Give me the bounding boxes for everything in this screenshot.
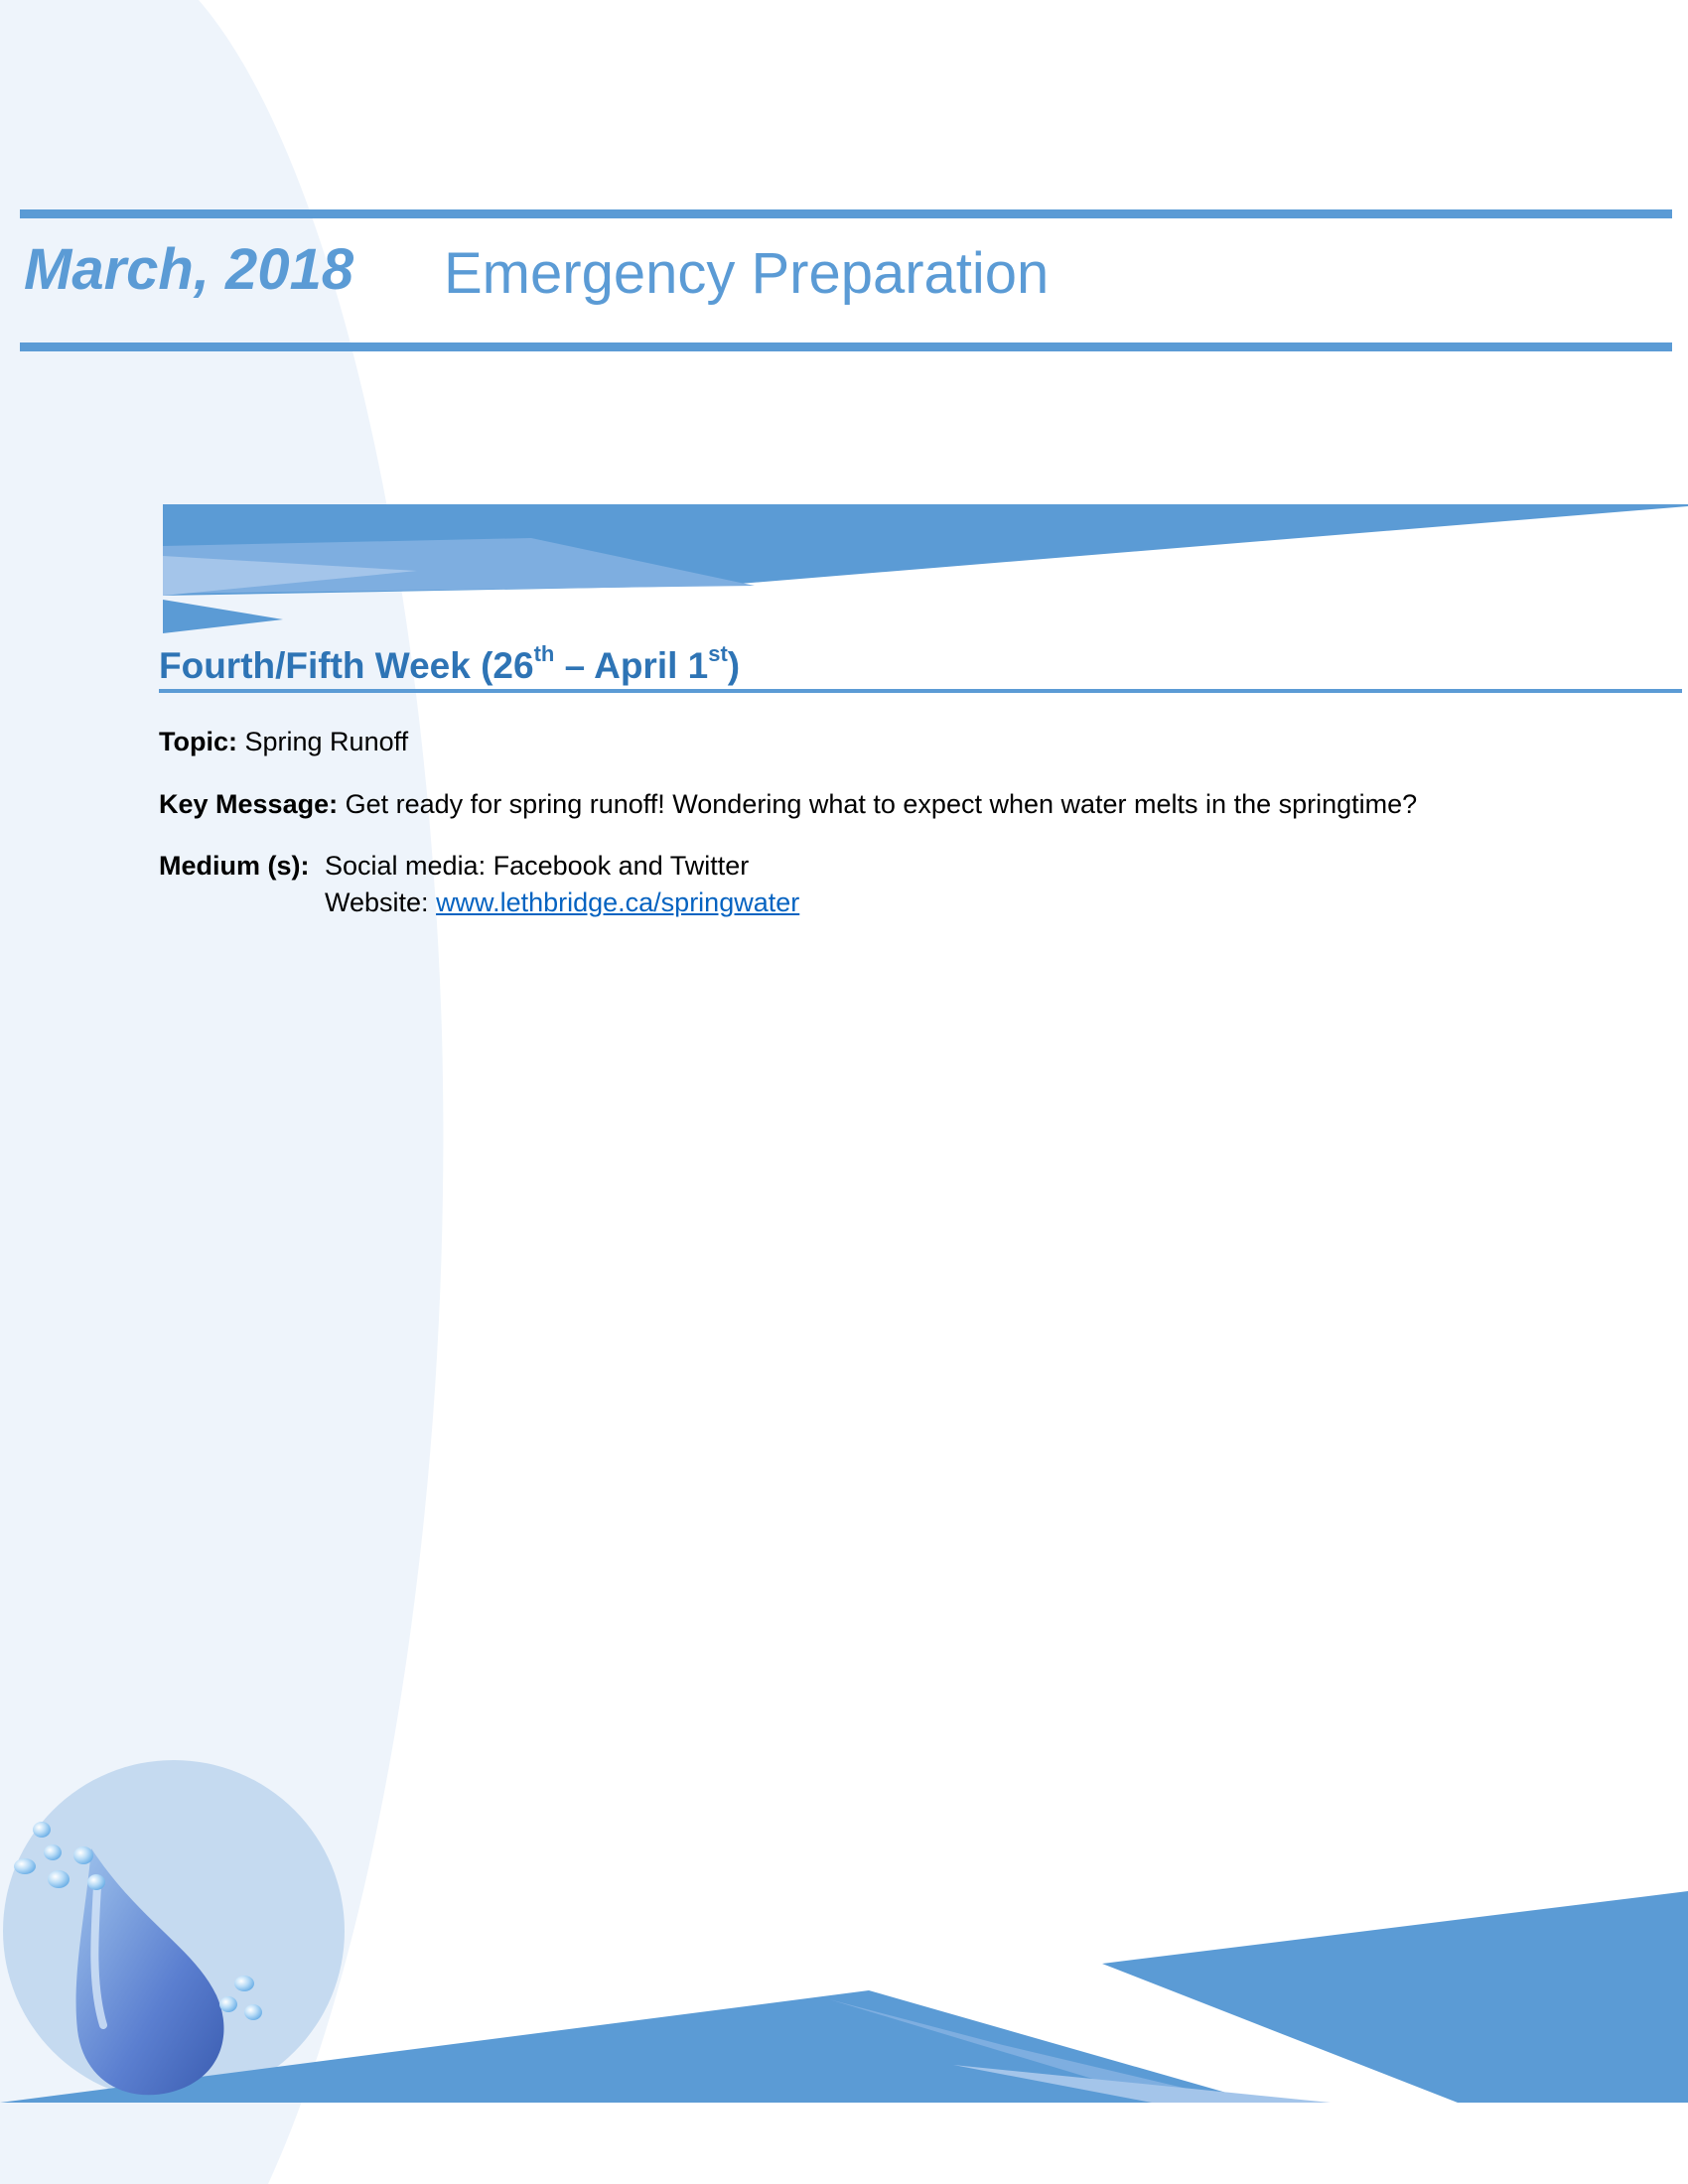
topic-label: Topic: <box>159 727 237 756</box>
header-bottom-rule <box>20 342 1672 351</box>
week-heading-start: Fourth/Fifth Week (26 <box>159 645 534 686</box>
website-link[interactable]: www.lethbridge.ca/springwater <box>436 887 800 917</box>
header-top-rule <box>20 209 1672 218</box>
week-heading-mid: – April 1 <box>554 645 709 686</box>
topic-field <box>159 723 408 760</box>
week-heading-sup-st: st <box>708 641 728 666</box>
week-heading <box>159 641 741 687</box>
topic-value: Spring Runoff <box>244 727 409 756</box>
medium-label: Medium (s): <box>159 851 310 881</box>
week-heading-sup-th: th <box>533 641 555 666</box>
medium-field <box>159 847 749 885</box>
week-heading-rule <box>159 689 1682 693</box>
header-title: Emergency Preparation <box>444 241 1050 306</box>
key-message-field <box>159 785 1417 823</box>
week-heading-end: ) <box>727 645 741 686</box>
medium-value: Social media: Facebook and Twitter <box>325 851 750 881</box>
header-date: March, 2018 <box>24 237 354 302</box>
website-label: Website: <box>325 887 429 917</box>
key-message-label: Key Message: <box>159 789 339 819</box>
website-field <box>325 884 799 921</box>
key-message-value: Get ready for spring runoff! Wondering what to expect when water melts in the springtime? <box>345 789 1418 819</box>
